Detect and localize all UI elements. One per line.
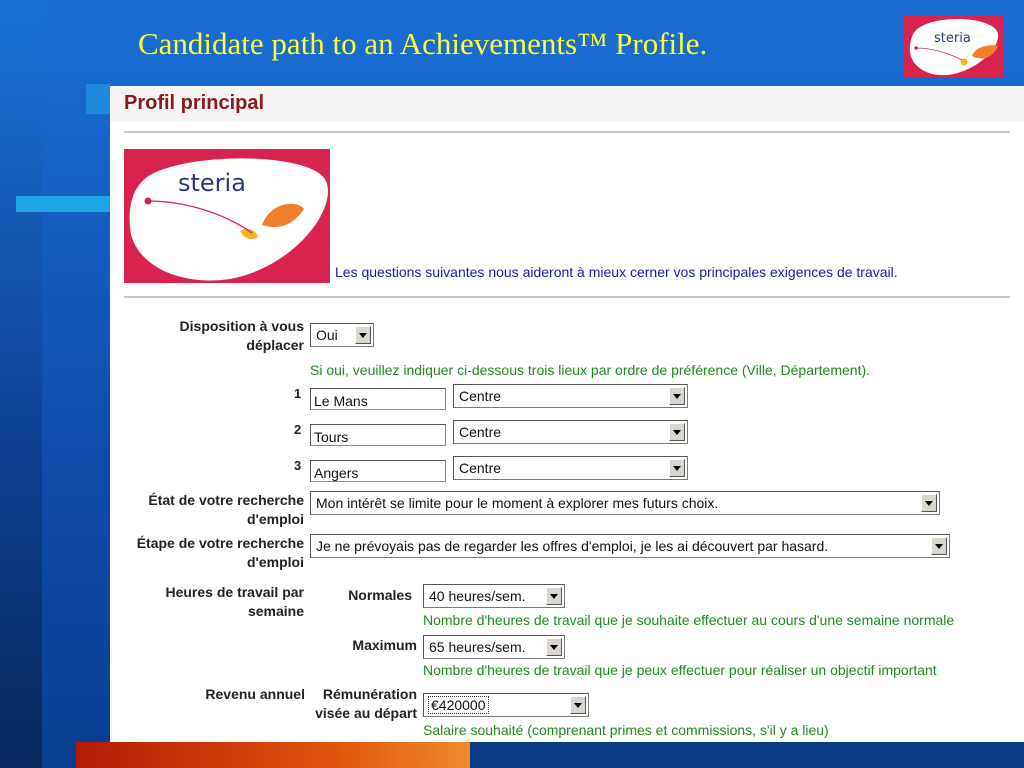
- slide-left-band: [0, 0, 42, 768]
- search-state-label: État de votre recherche d'emploi: [148, 492, 304, 527]
- location-region-value: Centre: [459, 460, 502, 476]
- search-state-value: Mon intérêt se limite pour le moment à explorer mes futurs choix.: [316, 495, 719, 511]
- slide-accent-square: [86, 84, 110, 114]
- salary-select[interactable]: [423, 693, 589, 717]
- chevron-down-icon[interactable]: [931, 537, 947, 555]
- mobility-value: Oui: [316, 327, 338, 343]
- location-region-select-3[interactable]: [453, 456, 688, 480]
- browser-content: [110, 86, 1024, 742]
- divider: [124, 131, 1010, 133]
- hours-max-label: Maximum: [352, 637, 417, 653]
- location-rank: 1: [294, 386, 302, 401]
- hours-max-select[interactable]: [423, 635, 565, 659]
- slide-title: Candidate path to an Achievements™ Profile.: [138, 26, 708, 61]
- mobility-hint: Si oui, veuillez indiquer ci-dessous trois lieux par ordre de préférence (Ville, Département).: [310, 362, 871, 378]
- mobility-select[interactable]: [310, 323, 374, 347]
- hours-label: Heures de travail par semaine: [165, 584, 304, 619]
- hours-normal-label: Normales: [348, 587, 412, 603]
- salary-hint: Salaire souhaité (comprenant primes et commissions, s'il y a lieu): [423, 722, 829, 738]
- search-stage-select[interactable]: [310, 534, 950, 558]
- location-region-select-2[interactable]: [453, 420, 688, 444]
- hours-normal-value: 40 heures/sem.: [429, 588, 526, 604]
- location-region-value: Centre: [459, 424, 502, 440]
- hours-max-hint: Nombre d'heures de travail que je peux effectuer pour réaliser un objectif important: [423, 662, 937, 678]
- location-city-input-1[interactable]: Le Mans: [310, 388, 446, 410]
- steria-logo: [904, 16, 1004, 77]
- location-region-value: Centre: [459, 388, 502, 404]
- page-title: Profil principal: [124, 92, 265, 114]
- chevron-down-icon[interactable]: [546, 587, 562, 605]
- slide-footer-red-bar: [76, 742, 470, 768]
- chevron-down-icon[interactable]: [355, 326, 371, 344]
- location-rank: 3: [294, 458, 302, 473]
- intro-text: Les questions suivantes nous aideront à mieux cerner vos principales exigences de travail.: [335, 264, 898, 280]
- hours-max-value: 65 heures/sem.: [429, 639, 526, 655]
- salary-sub-label: Rémunération visée au départ: [315, 686, 417, 721]
- location-city-input-3[interactable]: Angers: [310, 460, 446, 482]
- search-stage-value: Je ne prévoyais pas de regarder les offres d'emploi, je les ai découvert par hasard.: [316, 538, 829, 554]
- chevron-down-icon[interactable]: [669, 423, 685, 441]
- hours-normal-select[interactable]: [423, 584, 565, 608]
- slide-footer-blue-bar: [470, 742, 1024, 768]
- location-region-select-1[interactable]: [453, 384, 688, 408]
- chevron-down-icon[interactable]: [669, 387, 685, 405]
- chevron-down-icon[interactable]: [669, 459, 685, 477]
- chevron-down-icon[interactable]: [546, 638, 562, 656]
- location-rank: 2: [294, 422, 302, 437]
- slide-accent-bar: [16, 196, 110, 212]
- mobility-label: Disposition à vous déplacer: [179, 318, 304, 353]
- salary-label: Revenu annuel: [205, 686, 305, 702]
- chevron-down-icon[interactable]: [570, 696, 586, 714]
- search-state-select[interactable]: [310, 491, 940, 515]
- hours-normal-hint: Nombre d'heures de travail que je souhaite effectuer au cours d'une semaine normale: [423, 612, 955, 628]
- divider: [124, 296, 1010, 298]
- salary-value: €420000: [431, 697, 486, 713]
- svg-text:steria: steria: [178, 169, 246, 197]
- svg-text:steria: steria: [934, 31, 971, 46]
- chevron-down-icon[interactable]: [921, 494, 937, 512]
- search-stage-label: Étape de votre recherche d'emploi: [136, 535, 304, 570]
- location-city-input-2[interactable]: Tours: [310, 424, 446, 446]
- steria-banner-image: [124, 149, 330, 283]
